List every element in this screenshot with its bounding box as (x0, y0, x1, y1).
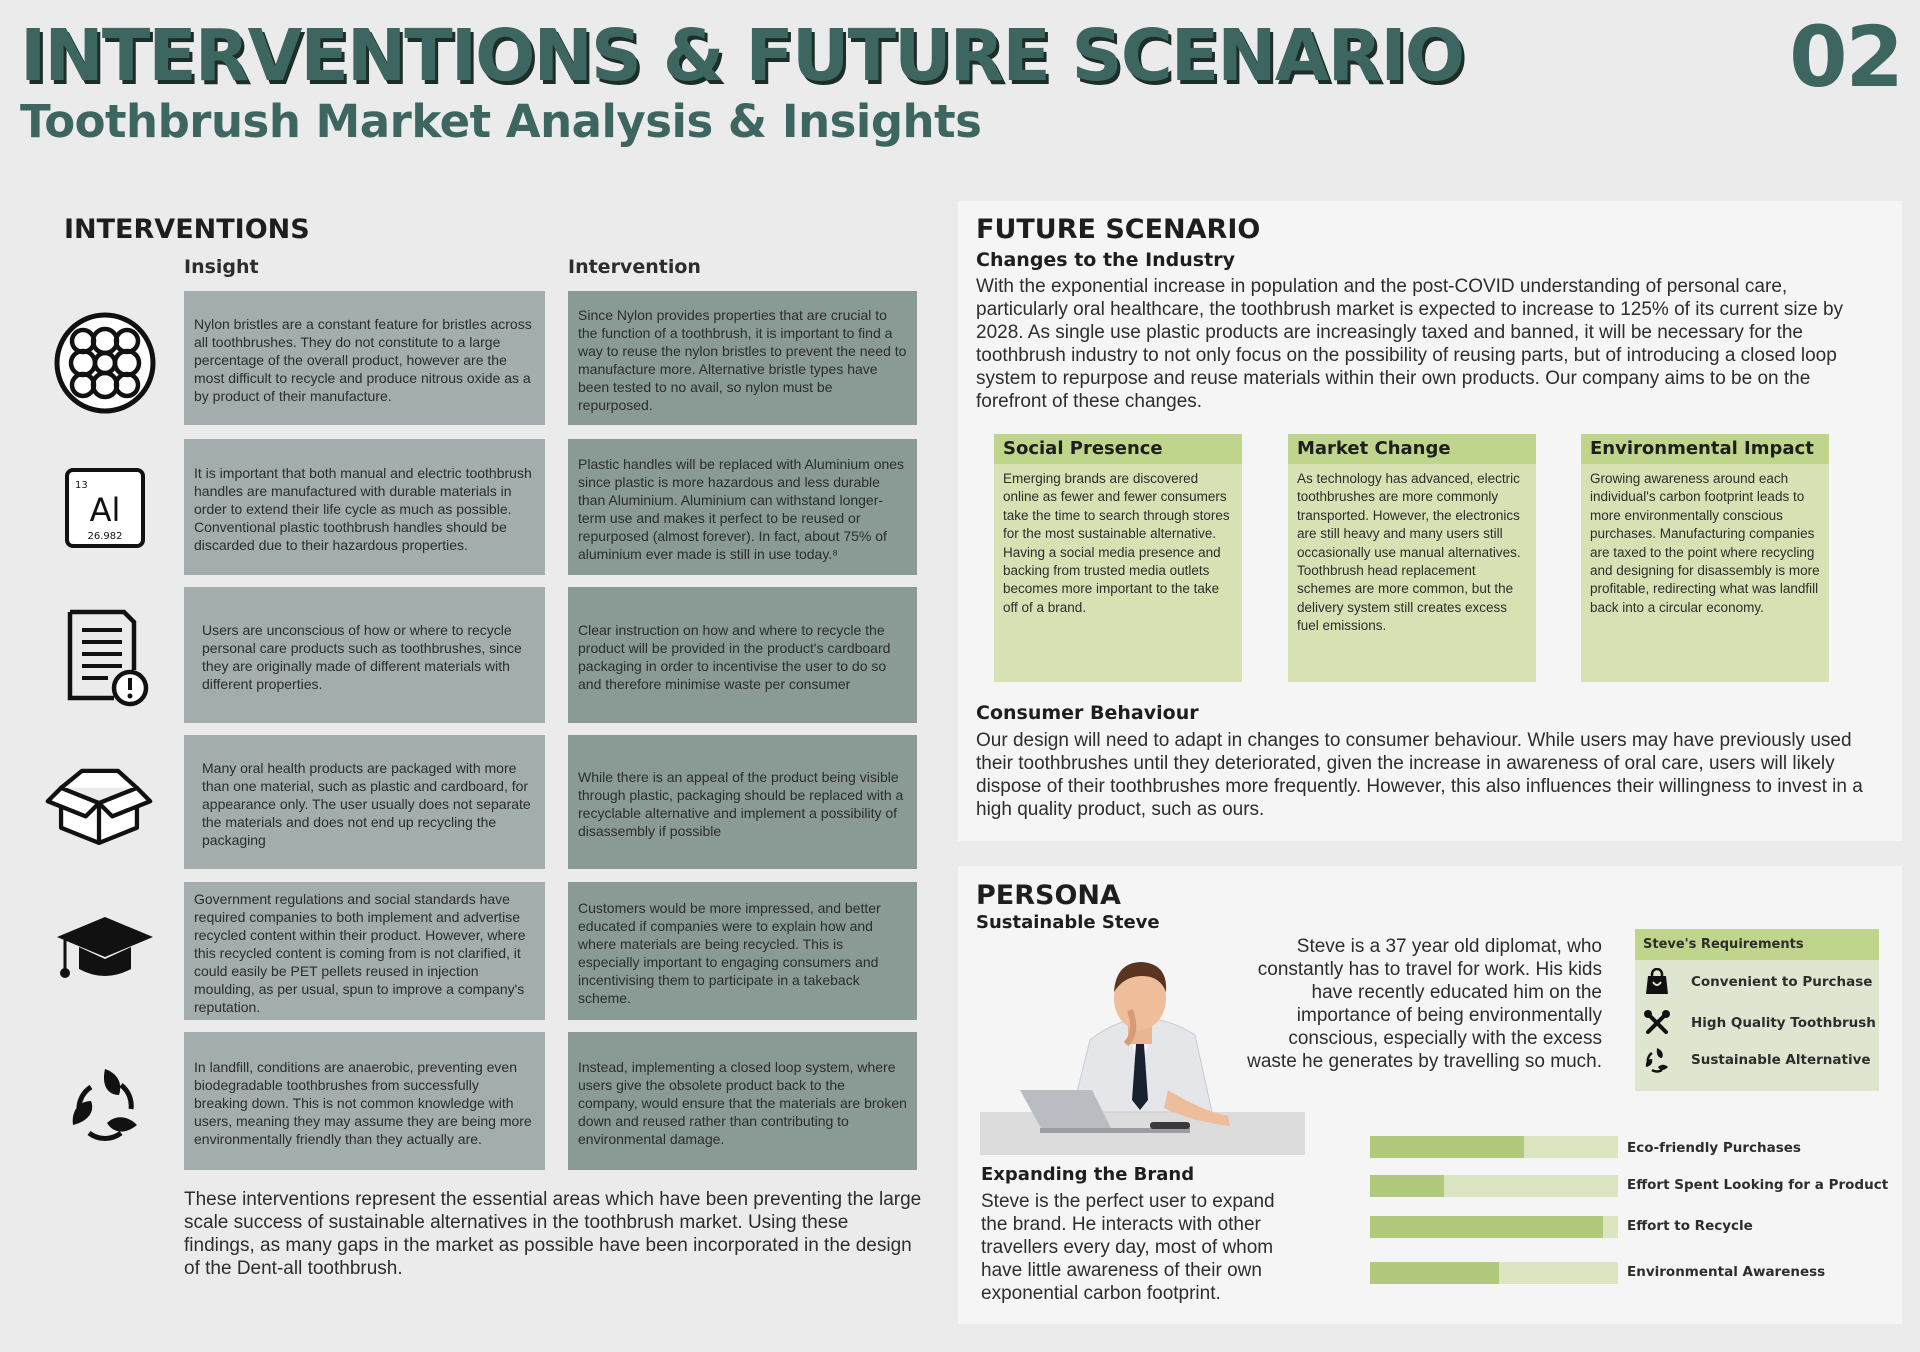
changes-text: With the exponential increase in population and the post-COVID understanding of personal care, particularly oral healthcare, the toothbrush market is expected to increase to 125% of its current size by 2028. As single use plastic products are increasingly taxed and banned, it will be necessary for the toothbrush industry to not only focus on the possibility of reusing parts, but of introducing a closed loop system to repurpose and reuse materials within their own products. Our company aims to be on the forefront of these changes. (976, 276, 1844, 412)
intervention-column-header: Intervention (568, 256, 701, 278)
bar-label: Effort to Recycle (1627, 1218, 1753, 1234)
nylon-mesh-icon (50, 308, 160, 418)
insight-box: Nylon bristles are a constant feature for bristles across all toothbrushes. They do not constitute to a large percentage of the overall product, however are the most difficult to recycle and produce nitrous oxide as a by product of their manufacture. (184, 291, 545, 425)
market-change-card (1288, 434, 1536, 682)
open-box-icon (44, 750, 154, 860)
bar-label: Eco-friendly Purchases (1627, 1140, 1801, 1156)
requirement-item (1643, 967, 1873, 997)
consumer-behaviour-heading: Consumer Behaviour (976, 702, 1199, 724)
persona-heading: PERSONA (976, 880, 1121, 911)
card-title: Environmental Impact (1581, 434, 1829, 464)
card-text: Emerging brands are discovered online as fewer and fewer consumers take the time to search through stores for the most sustainable alternative. Having a social media presence and backing from trusted media outlets becomes more important to the take off of a brand. (1003, 471, 1230, 615)
eco-friendly-purchases-bar (1370, 1136, 1618, 1158)
bar-fill (1370, 1262, 1499, 1284)
card-title: Market Change (1288, 434, 1536, 464)
requirement-label: High Quality Toothbrush (1691, 1015, 1876, 1031)
intervention-box: Customers would be more impressed, and better educated if companies were to explain how and where materials are being recycled. This is especially important to engaging consumers and incentivising them to participate in a takeback scheme. (568, 882, 917, 1020)
aluminium-element-icon (50, 453, 160, 563)
interventions-summary: These interventions represent the essential areas which have been preventing the large scale success of sustainable alternatives in the toothbrush market. Using these findings, as many gaps in the market as possible have been incorporated in the design of the Dent-all toothbrush. (184, 1189, 922, 1279)
bar-fill (1370, 1175, 1444, 1197)
intervention-box: Plastic handles will be replaced with Aluminium ones since plastic is more hazardous and less durable than Aluminium. Aluminium can withstand longer-term use and makes it perfect to be reused or repurposed (almost forever). In fact, about 75% of aluminium ever made is still in use today.⁸ (568, 439, 917, 575)
insight-box: It is important that both manual and electric toothbrush handles are manufactured with durable materials in order to extend their life cycle as much as possible. Conventional plastic toothbrush handles should be discarded due to their hazardous properties. (184, 439, 545, 575)
changes-heading: Changes to the Industry (976, 249, 1235, 271)
page-subtitle: Toothbrush Market Analysis & Insights (20, 95, 982, 148)
bar-fill (1370, 1216, 1603, 1238)
card-text: Growing awareness around each individual's carbon footprint leads to more environmentally conscious purchases. Manufacturing companies are taxed to the point where recycling and designing for disassembly is more profitable, redirecting what was landfill back into a circular economy. (1590, 471, 1820, 615)
social-presence-card (994, 434, 1242, 682)
insight-box: In landfill, conditions are anaerobic, preventing even biodegradable toothbrushes from successfully breaking down. This is not common knowledge with users, meaning they may assume they are being more environmentally friendly than they actually are. (184, 1032, 545, 1170)
intervention-box: Instead, implementing a closed loop system, where users give the obsolete product back to the company, would ensure that the materials are broken down and reused rather than contributing to environmental damage. (568, 1032, 917, 1170)
bar-label: Effort Spent Looking for a Product (1627, 1177, 1889, 1193)
requirements-box (1635, 929, 1879, 1091)
future-scenario-heading: FUTURE SCENARIO (976, 214, 1261, 245)
persona-bio: Steve is a 37 year old diplomat, who constantly has to travel for work. His kids have recently educated him on the importance of being environmentally conscious, especially with the excess waste he generates by travelling so much. (1247, 936, 1602, 1072)
requirement-label: Sustainable Alternative (1691, 1052, 1871, 1068)
insight-column-header: Insight (184, 256, 259, 278)
intervention-box: Since Nylon provides properties that are crucial to the function of a toothbrush, it is important to find a way to reuse the nylon bristles to prevent the need to manufacture more. Alternative bristle types have been tested to no avail, so nylon must be repurposed. (568, 291, 917, 425)
svg-text:13: 13 (75, 480, 88, 491)
document-warning-icon (50, 603, 160, 713)
environmental-impact-card (1581, 434, 1829, 682)
insight-box: Government regulations and social standards have required companies to both implement and advertise recycled content within their product. However, where this recycled content is coming from is not clarified, it could easily be PET pellets reused in injection moulding, as per usual, spun to improve a company's reputation. (184, 882, 545, 1020)
recycle-icon (1643, 1046, 1671, 1074)
persona-name: Sustainable Steve (976, 912, 1160, 933)
bar-label: Environmental Awareness (1627, 1264, 1826, 1280)
requirement-item (1643, 1008, 1876, 1038)
effort-to-recycle-bar (1370, 1216, 1618, 1238)
consumer-behaviour-text: Our design will need to adapt in changes to consumer behaviour. While users may have previously used their toothbrushes until they deteriorated, given the increase in awareness of oral care, users will likely dispose of their toothbrushes more frequently. However, this also influences their willingness to invest in a high quality product, such as ours. (976, 730, 1863, 820)
page-title: INTERVENTIONS & FUTURE SCENARIO (20, 14, 1464, 97)
environmental-awareness-bar (1370, 1262, 1618, 1284)
requirement-label: Convenient to Purchase (1691, 974, 1873, 990)
expanding-brand-text: Steve is the perfect user to expand the brand. He interacts with other travellers every day, most of whom have little awareness of their own exponential carbon footprint. (981, 1191, 1275, 1304)
graduation-cap-icon (50, 893, 160, 1003)
recycle-leaves-icon (50, 1050, 160, 1160)
tools-icon (1643, 1009, 1671, 1037)
bar-fill (1370, 1136, 1524, 1158)
requirements-title: Steve's Requirements (1635, 929, 1879, 960)
intervention-box: While there is an appeal of the product being visible through plastic, packaging should be replaced with a recyclable alternative and implement a possibility of disassembly if possible (568, 735, 917, 869)
shopping-bag-icon (1643, 968, 1671, 996)
card-text: As technology has advanced, electric toothbrushes are more commonly transported. However, the electronics are still heavy and many users still occasionally use manual alternatives. Toothbrush head replacement schemes are more common, but the delivery system still creates excess fuel emissions. (1297, 471, 1521, 634)
page-number: 02 (1789, 8, 1902, 106)
insight-box: Many oral health products are packaged with more than one material, such as plastic and cardboard, for appearance only. The user usually does not separate the materials and does not end up recycling the packaging (184, 735, 545, 869)
effort-looking-bar (1370, 1175, 1618, 1197)
intervention-box: Clear instruction on how and where to recycle the product will be provided in the product's cardboard packaging in order to incentivise the user to do so and therefore minimise waste per consumer (568, 587, 917, 723)
svg-text:Al: Al (89, 491, 121, 529)
card-title: Social Presence (994, 434, 1242, 464)
expanding-brand-heading: Expanding the Brand (981, 1164, 1195, 1185)
svg-text:26.982: 26.982 (87, 531, 123, 542)
interventions-heading: INTERVENTIONS (64, 214, 310, 245)
requirement-item (1643, 1045, 1871, 1075)
insight-box: Users are unconscious of how or where to recycle personal care products such as toothbrushes, since they are originally made of different materials with different properties. (184, 587, 545, 723)
